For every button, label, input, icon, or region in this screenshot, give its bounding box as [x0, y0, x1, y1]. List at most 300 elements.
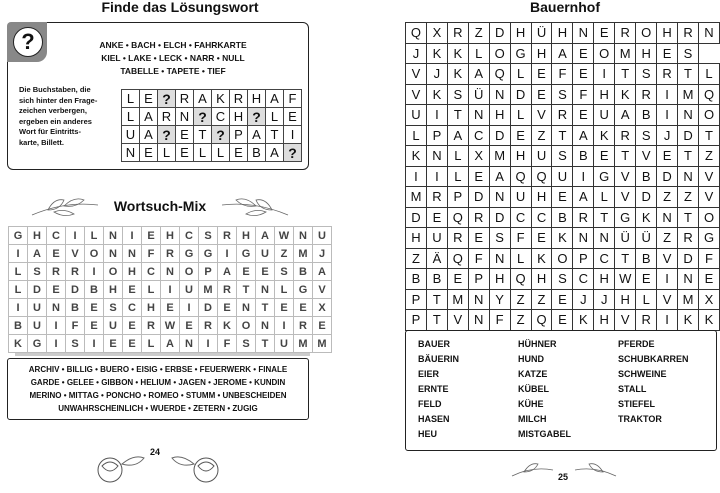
grid-cell: D: [510, 84, 531, 105]
grid-cell: Q: [531, 310, 552, 331]
grid-cell: I: [180, 299, 199, 317]
rose-right-icon: [168, 448, 228, 488]
grid-cell: S: [636, 64, 657, 85]
grid-cell: A: [140, 108, 158, 126]
grid-cell: R: [158, 108, 176, 126]
grid-cell: I: [47, 317, 66, 335]
grid-cell: R: [657, 64, 678, 85]
grid-cell: Ü: [636, 228, 657, 249]
grid-cell: R: [161, 245, 180, 263]
grid-cell: V: [447, 310, 468, 331]
grid-cell: W: [615, 269, 636, 290]
grid-cell: B: [248, 144, 266, 162]
grid-row: [406, 289, 720, 310]
grid-cell: S: [678, 43, 699, 64]
grid-cell: H: [489, 105, 510, 126]
grid-cell: A: [489, 166, 510, 187]
grid-cell: A: [573, 187, 594, 208]
grid-cell: U: [426, 228, 447, 249]
word-item: PFERDE: [618, 339, 655, 349]
grid-cell: L: [9, 281, 28, 299]
grid-cell: H: [531, 269, 552, 290]
grid-cell: H: [237, 227, 256, 245]
instruction-line: sich hinter den Frage-: [19, 95, 98, 105]
grid-cell: B: [552, 207, 573, 228]
grid-cell: X: [468, 146, 489, 167]
grid-cell: H: [230, 108, 248, 126]
grid-cell: I: [284, 126, 302, 144]
grid-cell: E: [531, 84, 552, 105]
grid-cell: V: [699, 166, 720, 187]
grid-cell: B: [85, 281, 104, 299]
grid-cell: E: [594, 23, 615, 44]
grid-cell: K: [447, 43, 468, 64]
grid-cell: R: [678, 228, 699, 249]
grid-cell: R: [468, 207, 489, 228]
grid-cell: R: [636, 310, 657, 331]
grid-cell: N: [573, 23, 594, 44]
grid-cell: K: [531, 248, 552, 269]
grid-cell: E: [123, 281, 142, 299]
grid-cell: E: [237, 263, 256, 281]
hidden-letter-cell: ?: [284, 144, 302, 162]
grid-cell: L: [122, 90, 140, 108]
grid-row: [406, 146, 720, 167]
grid-cell: D: [657, 166, 678, 187]
grid-cell: R: [142, 317, 161, 335]
leaf-left-footer-icon: [510, 458, 555, 484]
grid-cell: N: [468, 105, 489, 126]
grid-cell: E: [218, 299, 237, 317]
grid-row: [406, 248, 720, 269]
grid-cell: I: [47, 335, 66, 353]
grid-cell: F: [699, 248, 720, 269]
grid-cell: F: [510, 228, 531, 249]
grid-cell: N: [123, 245, 142, 263]
grid-cell: H: [594, 84, 615, 105]
grid-cell: N: [122, 144, 140, 162]
word-item: HEU: [418, 429, 438, 439]
grid-cell: H: [552, 23, 573, 44]
grid-cell: A: [218, 263, 237, 281]
word-item: ERNTE: [418, 384, 449, 394]
grid-cell: I: [275, 317, 294, 335]
grid-cell: Q: [447, 207, 468, 228]
grid-cell: D: [199, 299, 218, 317]
grid-cell: P: [406, 310, 427, 331]
grid-cell: I: [85, 263, 104, 281]
word-line: ANKE • BACH • ELCH • FAHRKARTE: [99, 40, 247, 50]
grid-cell: R: [66, 263, 85, 281]
grid-cell: Q: [699, 84, 720, 105]
grid-cell: E: [636, 269, 657, 290]
grid-cell: V: [313, 281, 332, 299]
word-item: TRAKTOR: [618, 414, 662, 424]
grid-cell: R: [294, 317, 313, 335]
grid-cell: A: [266, 90, 284, 108]
grid-cell: Ü: [468, 84, 489, 105]
grid-cell: S: [489, 228, 510, 249]
grid-cell: H: [531, 43, 552, 64]
grid-cell: L: [212, 144, 230, 162]
grid-row: [9, 263, 332, 281]
grid-cell: O: [104, 263, 123, 281]
grid-cell: A: [248, 126, 266, 144]
grid-cell: N: [104, 245, 123, 263]
grid-cell: E: [123, 317, 142, 335]
word-item: BÄUERIN: [418, 354, 460, 364]
grid-cell: A: [573, 125, 594, 146]
grid-cell: L: [636, 289, 657, 310]
grid-cell: N: [489, 84, 510, 105]
grid-row: [406, 84, 720, 105]
grid-cell: L: [510, 64, 531, 85]
grid-cell: C: [142, 263, 161, 281]
grid-cell: H: [657, 23, 678, 44]
grid-cell: K: [699, 310, 720, 331]
grid-cell: L: [699, 64, 720, 85]
grid-cell: O: [489, 43, 510, 64]
bauernhof-word-box: [405, 330, 717, 451]
grid-cell: N: [468, 310, 489, 331]
grid-cell: N: [699, 23, 720, 44]
grid-cell: S: [552, 269, 573, 290]
grid-row: [9, 317, 332, 335]
grid-cell: H: [594, 269, 615, 290]
grid-cell: I: [66, 227, 85, 245]
word-item: KÜBEL: [518, 384, 549, 394]
grid-cell: W: [275, 227, 294, 245]
grid-row: [9, 281, 332, 299]
grid-cell: K: [636, 207, 657, 228]
grid-cell: E: [594, 146, 615, 167]
grid-cell: B: [573, 146, 594, 167]
grid-cell: V: [699, 187, 720, 208]
grid-cell: P: [426, 125, 447, 146]
grid-cell: Q: [406, 23, 427, 44]
grid-cell: V: [615, 187, 636, 208]
grid-cell: J: [594, 289, 615, 310]
grid-cell: I: [123, 227, 142, 245]
grid-cell: J: [406, 43, 427, 64]
word-item: SCHWEINE: [618, 369, 667, 379]
grid-cell: E: [573, 64, 594, 85]
grid-cell: N: [294, 227, 313, 245]
grid-cell: Z: [531, 125, 552, 146]
grid-cell: U: [180, 281, 199, 299]
instruction-line: ergeben ein anderes: [19, 116, 92, 126]
grid-cell: R: [573, 207, 594, 228]
grid-cell: H: [489, 269, 510, 290]
grid-row: [122, 108, 302, 126]
grid-row: [406, 207, 720, 228]
grid-cell: E: [573, 43, 594, 64]
grid-row: [9, 335, 332, 353]
word-item: STIEFEL: [618, 399, 656, 409]
grid-cell: L: [510, 105, 531, 126]
grid-row: [406, 64, 720, 85]
grid-cell: G: [180, 245, 199, 263]
grid-cell: E: [140, 144, 158, 162]
grid-cell: E: [294, 299, 313, 317]
grid-cell: C: [212, 108, 230, 126]
word-column-3: [618, 337, 689, 427]
grid-cell: E: [426, 207, 447, 228]
grid-cell: V: [636, 146, 657, 167]
grid-cell: I: [9, 299, 28, 317]
right-page-title: Bauernhof: [530, 0, 600, 15]
word-line: UNWAHRSCHEINLICH • WUERDE • ZETERN • ZUGIG: [58, 404, 258, 413]
grid-cell: Z: [678, 187, 699, 208]
grid-cell: U: [122, 126, 140, 144]
grid-cell: M: [489, 146, 510, 167]
grid-cell: R: [218, 227, 237, 245]
grid-cell: T: [447, 105, 468, 126]
grid-row: [406, 269, 720, 290]
grid-cell: N: [594, 228, 615, 249]
grid-cell: M: [294, 335, 313, 353]
word-item: EIER: [418, 369, 440, 379]
grid-cell: F: [284, 90, 302, 108]
grid-cell: D: [489, 125, 510, 146]
grid-cell: H: [406, 228, 427, 249]
grid-row: [406, 310, 720, 331]
hidden-letter-cell: ?: [194, 108, 212, 126]
word-item: MILCH: [518, 414, 547, 424]
grid-cell: B: [294, 263, 313, 281]
word-item: SCHUBKARREN: [618, 354, 689, 364]
grid-cell: S: [275, 263, 294, 281]
grid-cell: E: [123, 335, 142, 353]
grid-cell: A: [140, 126, 158, 144]
grid-cell: E: [47, 281, 66, 299]
grid-cell: R: [615, 125, 636, 146]
grid-cell: U: [28, 299, 47, 317]
grid-cell: L: [9, 263, 28, 281]
grid-row: [406, 23, 720, 44]
grid-cell: A: [194, 90, 212, 108]
grid-cell: R: [615, 23, 636, 44]
grid-cell: L: [142, 335, 161, 353]
grid-cell: J: [657, 125, 678, 146]
grid-cell: N: [256, 317, 275, 335]
grid-cell: L: [468, 43, 489, 64]
grid-cell: E: [256, 263, 275, 281]
grid-cell: I: [406, 166, 427, 187]
grid-cell: S: [552, 146, 573, 167]
grid-cell: E: [510, 125, 531, 146]
word-item: MISTGABEL: [518, 429, 571, 439]
hidden-letter-cell: ?: [248, 108, 266, 126]
word-item: STALL: [618, 384, 647, 394]
grid-cell: H: [161, 227, 180, 245]
grid-cell: L: [194, 144, 212, 162]
grid-cell: N: [180, 335, 199, 353]
grid-cell: T: [615, 146, 636, 167]
grid-cell: E: [284, 108, 302, 126]
wortsuch-title: Wortsuch-Mix: [113, 198, 207, 214]
grid-cell: H: [594, 310, 615, 331]
grid-cell: T: [678, 146, 699, 167]
instruction-line: Wort für Eintritts-: [19, 127, 81, 136]
grid-cell: P: [573, 248, 594, 269]
grid-cell: F: [218, 335, 237, 353]
grid-cell: U: [510, 187, 531, 208]
grid-cell: N: [176, 108, 194, 126]
wortsuch-grid: [8, 226, 332, 353]
grid-cell: D: [489, 23, 510, 44]
grid-cell: G: [294, 281, 313, 299]
grid-row: [406, 125, 720, 146]
grid-cell: M: [313, 335, 332, 353]
grid-cell: E: [531, 64, 552, 85]
grid-cell: R: [218, 281, 237, 299]
grid-cell: C: [468, 125, 489, 146]
grid-cell: E: [657, 43, 678, 64]
grid-cell: T: [237, 281, 256, 299]
grid-cell: N: [573, 228, 594, 249]
grid-cell: R: [47, 263, 66, 281]
grid-cell: L: [510, 248, 531, 269]
grid-cell: T: [615, 248, 636, 269]
grid-cell: Q: [510, 269, 531, 290]
grid-cell: H: [510, 23, 531, 44]
grid-row: [406, 166, 720, 187]
grid-cell: S: [104, 299, 123, 317]
grid-cell: Z: [699, 146, 720, 167]
grid-row: [406, 187, 720, 208]
grid-cell: N: [468, 289, 489, 310]
grid-cell: M: [406, 187, 427, 208]
grid-cell: T: [266, 126, 284, 144]
grid-cell: K: [573, 310, 594, 331]
grid-cell: H: [531, 187, 552, 208]
grid-cell: B: [406, 269, 427, 290]
grid-cell: L: [85, 227, 104, 245]
grid-cell: Ü: [531, 23, 552, 44]
grid-cell: E: [657, 146, 678, 167]
rose-left-icon: [88, 448, 148, 488]
grid-cell: X: [426, 23, 447, 44]
grid-cell: R: [230, 90, 248, 108]
grid-cell: O: [699, 105, 720, 126]
grid-cell: P: [468, 269, 489, 290]
leaf-left-icon: [30, 193, 100, 221]
word-line: TABELLE • TAPETE • TIEF: [120, 66, 226, 76]
grid-cell: G: [9, 227, 28, 245]
grid-cell: V: [531, 105, 552, 126]
grid-cell: H: [248, 90, 266, 108]
grid-cell: E: [176, 144, 194, 162]
grid-cell: T: [699, 125, 720, 146]
grid-cell: I: [573, 166, 594, 187]
grid-cell: E: [140, 90, 158, 108]
grid-cell: Ü: [615, 228, 636, 249]
grid-cell: F: [66, 317, 85, 335]
grid-cell: K: [426, 43, 447, 64]
grid-cell: E: [85, 317, 104, 335]
grid-cell: E: [85, 299, 104, 317]
grid-cell: H: [104, 281, 123, 299]
grid-cell: F: [489, 310, 510, 331]
grid-cell: T: [678, 207, 699, 228]
grid-cell: Z: [531, 289, 552, 310]
grid-cell: E: [176, 126, 194, 144]
grid-cell: D: [636, 187, 657, 208]
grid-cell: L: [275, 281, 294, 299]
grid-cell: U: [104, 317, 123, 335]
grid-cell: T: [615, 64, 636, 85]
search-words-list: [68, 39, 278, 78]
word-line: MERINO • MITTAG • PONCHO • ROMEO • STUMM • UNBESCHEIDEN: [29, 391, 287, 400]
grid-cell: I: [426, 166, 447, 187]
word-item: FELD: [418, 399, 442, 409]
word-item: BAUER: [418, 339, 451, 349]
grid-cell: W: [161, 317, 180, 335]
grid-cell: T: [194, 126, 212, 144]
grid-cell: N: [47, 299, 66, 317]
grid-cell: X: [313, 299, 332, 317]
hidden-letter-cell: ?: [212, 126, 230, 144]
grid-cell: O: [552, 248, 573, 269]
grid-cell: V: [615, 166, 636, 187]
grid-cell: B: [426, 269, 447, 290]
grid-cell: D: [28, 281, 47, 299]
grid-cell: E: [552, 187, 573, 208]
grid-cell: N: [426, 146, 447, 167]
grid-cell: B: [636, 166, 657, 187]
grid-cell: T: [426, 310, 447, 331]
grid-cell: G: [28, 335, 47, 353]
grid-cell: H: [142, 299, 161, 317]
grid-cell: R: [447, 23, 468, 44]
grid-cell: E: [142, 227, 161, 245]
grid-cell: H: [636, 43, 657, 64]
loesungswort-box: [7, 22, 309, 170]
grid-cell: U: [594, 105, 615, 126]
grid-cell: X: [699, 289, 720, 310]
grid-cell: K: [615, 84, 636, 105]
grid-cell: E: [573, 105, 594, 126]
grid-cell: C: [573, 269, 594, 290]
grid-cell: O: [237, 317, 256, 335]
grid-cell: L: [122, 108, 140, 126]
grid-cell: R: [678, 23, 699, 44]
grid-cell: Y: [489, 289, 510, 310]
grid-cell: C: [180, 227, 199, 245]
grid-cell: N: [489, 248, 510, 269]
grid-cell: C: [47, 227, 66, 245]
grid-cell: Z: [406, 248, 427, 269]
grid-cell: U: [256, 245, 275, 263]
grid-cell: K: [552, 228, 573, 249]
leaf-right-icon: [220, 193, 290, 221]
grid-row: [406, 228, 720, 249]
grid-cell: C: [510, 207, 531, 228]
grid-cell: N: [256, 281, 275, 299]
grid-cell: N: [489, 187, 510, 208]
grid-cell: E: [468, 166, 489, 187]
grid-cell: E: [104, 335, 123, 353]
grid-cell: R: [176, 90, 194, 108]
grid-cell: V: [406, 64, 427, 85]
grid-cell: L: [447, 166, 468, 187]
grid-cell: T: [594, 207, 615, 228]
word-item: HUND: [518, 354, 544, 364]
grid-cell: D: [489, 207, 510, 228]
grid-cell: J: [426, 64, 447, 85]
grid-cell: C: [123, 299, 142, 317]
